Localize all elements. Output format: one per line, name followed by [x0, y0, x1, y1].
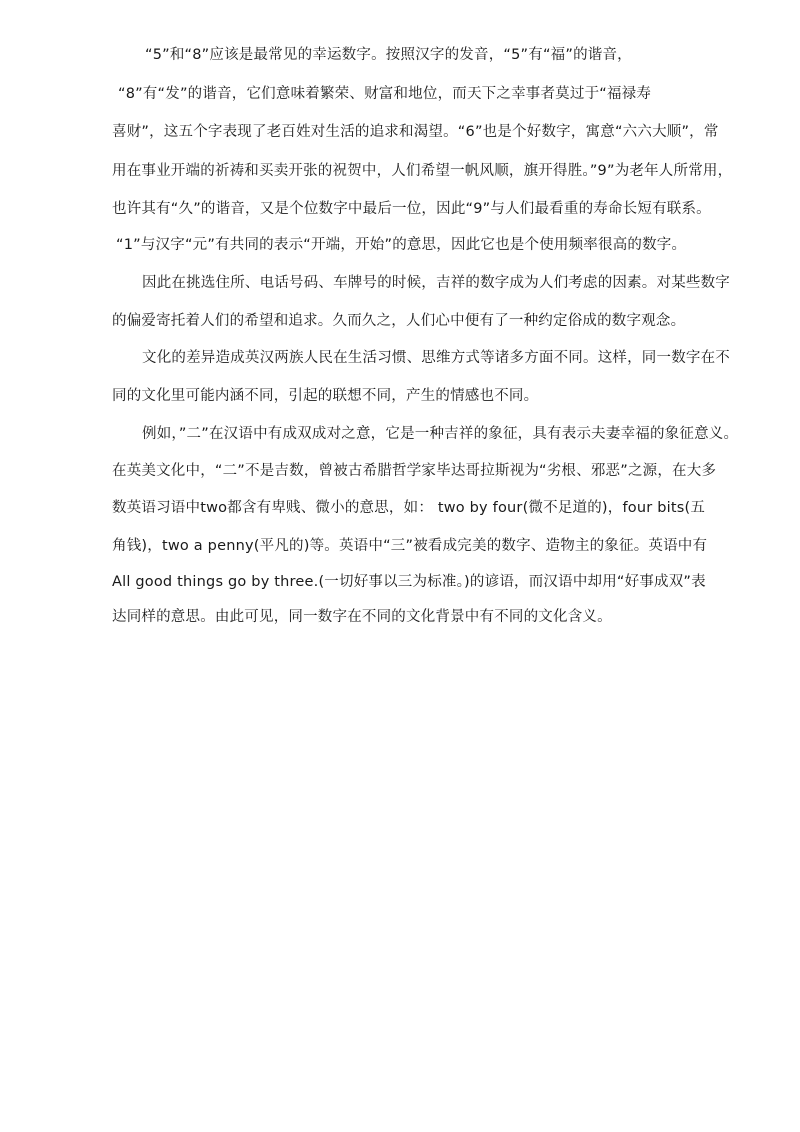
text-line: 用在事业开端的祈祷和买卖开张的祝贺中，人们希望一帆风顺，旗开得胜。”9”为老年人所常用， [112, 163, 733, 179]
text-line: “1”与汉字“元”有共同的表示“开端，开始”的意思，因此它也是个使用频率很高的数字。 [116, 237, 687, 253]
text-line: 因此在挑选住所、电话号码、车牌号的时候，吉祥的数字成为人们考虑的因素。对某些数字 [142, 275, 730, 291]
text-line: 数英语习语中two都含有卑贱、微小的意思，如： two by four(微不足道的)，four bits(五 [112, 500, 706, 516]
text-line: 同的文化里可能内涵不同，引起的联想不同，产生的情感也不同。 [112, 388, 539, 404]
text-line: All good things go by three.(一切好事以三为标准。)的谚语，而汉语中却用“好事成双”表 [112, 574, 706, 590]
text-line: 的偏爱寄托着人们的希望和追求。久而久之，人们心中便有了一种约定俗成的数字观念。 [112, 313, 686, 329]
text-line: 例如，”二”在汉语中有成双成对之意，它是一种吉祥的象征，具有表示夫妻幸福的象征意义。 [142, 426, 739, 442]
text-line: 也许其有“久”的谐音，又是个位数字中最后一位，因此“9”与人们最看重的寿命长短有联系。 [112, 201, 711, 217]
text-line: “8”有“发”的谐音，它们意味着繁荣、财富和地位，而天下之幸事者莫过于“福禄寿 [118, 86, 652, 102]
text-line: 文化的差异造成英汉两族人民在生活习惯、思维方式等诸多方面不同。这样，同一数字在不 [142, 350, 730, 366]
text-line: 在英美文化中，“二”不是吉数，曾被古希腊哲学家毕达哥拉斯视为“劣根、邪恶”之源，在大多 [112, 463, 717, 479]
text-line: 达同样的意思。由此可见，同一数字在不同的文化背景中有不同的文化含义。 [112, 609, 612, 625]
text-line: 角钱)，two a penny(平凡的)等。英语中“三”被看成完美的数字、造物主的象征。英语中有 [112, 538, 708, 554]
text-line: 喜财”，这五个字表现了老百姓对生活的追求和渴望。“6”也是个好数字，寓意“六六大顺”，常 [112, 124, 719, 140]
text-line: “5”和“8”应该是最常见的幸运数字。按照汉字的发音，“5”有“福”的谐音， [145, 47, 632, 63]
